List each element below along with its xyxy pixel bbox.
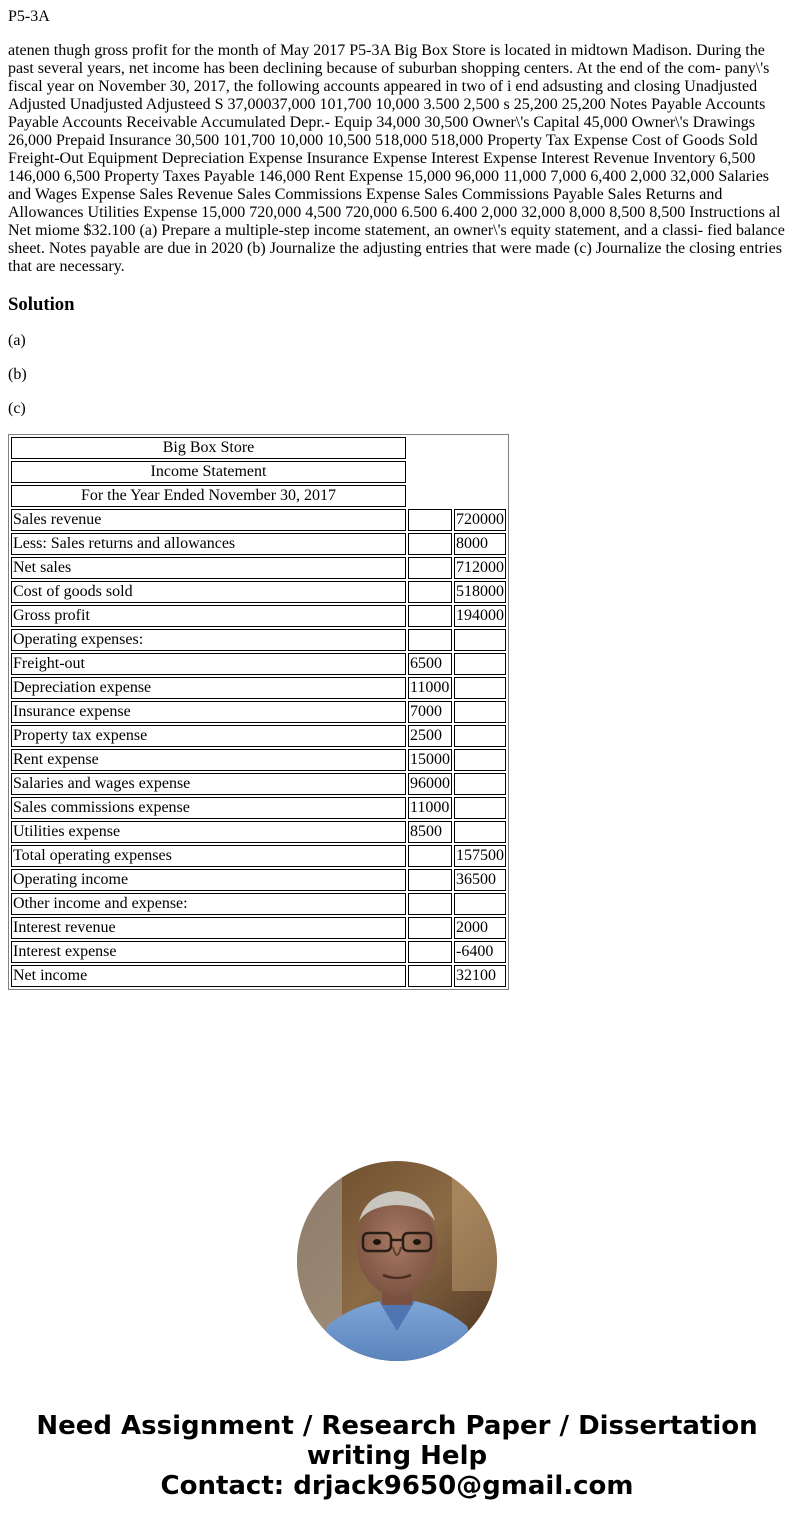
row-label: Insurance expense [11,701,406,723]
table-row [11,653,506,675]
page-content [0,8,794,990]
promo-line-1: Need Assignment / Research Paper / Dissertation [36,1411,758,1441]
table-row [11,749,506,771]
table-row [11,869,506,891]
row-amount-col1: 11000 [408,677,452,699]
table-row [11,725,506,747]
row-label: Net sales [11,557,406,579]
portrait-image [297,1161,497,1361]
row-amount-col1 [408,917,452,939]
row-amount-col2: 8000 [454,533,506,555]
table-row [11,677,506,699]
row-amount-col2: 720000 [454,509,506,531]
row-amount-col1: 8500 [408,821,452,843]
part-b-label: (b) [8,366,27,383]
promo-line-3: Contact: drjack9650@gmail.com [160,1471,634,1501]
row-label: Freight-out [11,653,406,675]
table-row [11,701,506,723]
row-amount-col1 [408,869,452,891]
table-row [11,941,506,963]
row-label: Sales commissions expense [11,797,406,819]
row-amount-col1 [408,557,452,579]
row-amount-col2 [454,677,506,699]
statement-title: Income Statement [11,461,406,483]
row-amount-col2 [454,701,506,723]
row-label: Less: Sales returns and allowances [11,533,406,555]
row-amount-col2: 2000 [454,917,506,939]
row-amount-col2 [454,893,506,915]
author-photo [297,1161,497,1361]
row-amount-col1 [408,605,452,627]
row-label: Property tax expense [11,725,406,747]
table-row [11,845,506,867]
row-amount-col2 [454,773,506,795]
row-amount-col1: 11000 [408,797,452,819]
row-amount-col2 [454,653,506,675]
table-row [11,965,506,987]
row-amount-col2 [454,749,506,771]
row-label: Total operating expenses [11,845,406,867]
row-amount-col1 [408,581,452,603]
header-row [11,485,506,507]
row-amount-col2: 157500 [454,845,506,867]
row-amount-col1 [408,893,452,915]
row-amount-col1 [408,509,452,531]
row-amount-col2 [454,821,506,843]
header-row [11,461,506,483]
solution-heading: Solution [8,294,75,315]
row-amount-col2: -6400 [454,941,506,963]
problem-id: P5-3A [8,8,50,25]
row-label: Gross profit [11,605,406,627]
table-row [11,797,506,819]
part-a-label: (a) [8,332,26,349]
row-amount-col1: 15000 [408,749,452,771]
row-amount-col2: 32100 [454,965,506,987]
table-row [11,821,506,843]
row-label: Interest expense [11,941,406,963]
table-row [11,605,506,627]
table-row [11,509,506,531]
table-row [11,581,506,603]
row-label: Utilities expense [11,821,406,843]
income-statement-table [8,434,509,990]
statement-period: For the Year Ended November 30, 2017 [11,485,406,507]
row-amount-col2: 712000 [454,557,506,579]
promo-banner [0,1411,794,1501]
row-label: Interest revenue [11,917,406,939]
row-amount-col1: 7000 [408,701,452,723]
table-row [11,629,506,651]
row-label: Sales revenue [11,509,406,531]
row-label: Net income [11,965,406,987]
row-amount-col1 [408,941,452,963]
row-amount-col2: 36500 [454,869,506,891]
row-label: Operating income [11,869,406,891]
header-row [11,437,506,459]
row-amount-col2 [454,629,506,651]
row-amount-col1 [408,965,452,987]
promo-line-2: writing Help [306,1441,488,1471]
row-amount-col2 [454,725,506,747]
row-amount-col1: 6500 [408,653,452,675]
table-row [11,893,506,915]
row-label: Salaries and wages expense [11,773,406,795]
row-amount-col1: 96000 [408,773,452,795]
row-label: Other income and expense: [11,893,406,915]
problem-text: atenen thugh gross profit for the month of May 2017 P5-3A Big Box Store is located in midtown Madison. During the past several years, net income has been declining because of suburban shopping centers. At the end of the com- pany\'s fiscal year on November 30, 2017, the following accounts appeared in two of i end adsusting and closing Unadjusted Adjusted Unadjusted Adjusteed S 37,00037,000 101,700 10,000 3.500 2,500 s 25,200 25,200 Notes Payable Accounts Payable Accounts Receivable Accumulated Depr.- Equip 34,000 30,500 Owner\'s Capital 45,000 Owner\'s Drawings 26,000 Prepaid Insurance 30,500 101,700 10,000 10,500 518,000 518,000 Property Tax Expense Cost of Goods Sold Freight-Out Equipment Depreciation Expense Insurance Expense Interest Expense Interest Revenue Inventory 6,500 146,000 6,500 Property Taxes Payable 146,000 Rent Expense 15,000 96,000 11,000 7,000 6,400 2,000 32,000 Salaries and Wages Expense Sales Revenue Sales Commissions Expense Sales Commissions Payable Sales Returns and Allowances Utilities Expense 15,000 720,000 4,500 720,000 6.500 6.400 2,000 32,000 8,000 8,500 8,500 Instructions al Net miome $32.100 (a) Prepare a multiple-step income statement, an owner\'s equity statement, and a classi- fied balance sheet. Notes payable are due in 2020 (b) Journalize the adjusting entries that were made (c) Journalize the closing entries that are necessary. [8,42,785,275]
row-amount-col2 [454,797,506,819]
table-row [11,557,506,579]
row-amount-col1 [408,629,452,651]
table-row [11,917,506,939]
part-c-label: (c) [8,400,26,417]
row-label: Cost of goods sold [11,581,406,603]
row-amount-col1 [408,533,452,555]
table-row [11,533,506,555]
row-amount-col1 [408,845,452,867]
row-label: Rent expense [11,749,406,771]
row-amount-col2: 518000 [454,581,506,603]
company-name: Big Box Store [11,437,406,459]
row-label: Depreciation expense [11,677,406,699]
row-label: Operating expenses: [11,629,406,651]
row-amount-col1: 2500 [408,725,452,747]
row-amount-col2: 194000 [454,605,506,627]
table-row [11,773,506,795]
